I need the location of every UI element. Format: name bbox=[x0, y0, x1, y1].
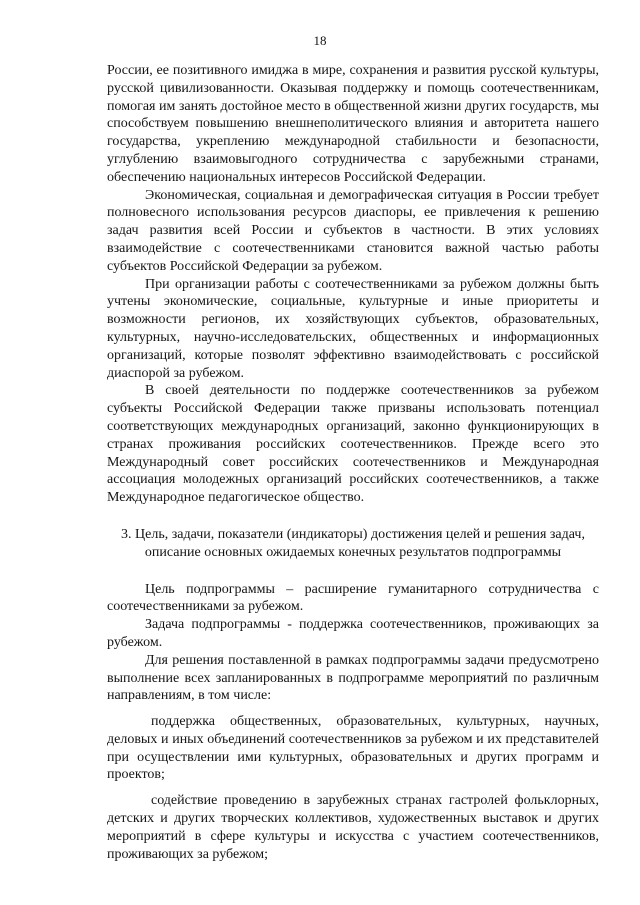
spacer bbox=[107, 784, 599, 792]
paragraph-continued: России, ее позитивного имиджа в мире, сохранения и развития русской культуры, русской цивилизованности. Оказывая поддержку и помощь соотечественникам, помогая им занять достойное место в общественной жизни других государств, мы способствуем повышению внешнеполитического влияния и авторитета нашего государства, укреплению международной стабильности и безопасности, углублению взаимовыгодного сотрудничества с зарубежными странами, обеспечению национальных интересов Российской Федерации. bbox=[107, 63, 599, 185]
paragraph-task: Задача подпрограммы - поддержка соотечественников, проживающих за рубежом. bbox=[107, 617, 599, 650]
section-heading: 3. Цель, задачи, показатели (индикаторы) достижения целей и решения задач, описание основных ожидаемых конечных результатов подпрограммы bbox=[121, 526, 585, 560]
list-item-cultural-tours: содействие проведению в зарубежных странах гастролей фольклорных, детских и других творческих коллективов, художественных выставок и других мероприятий в сфере культуры и искусства с участием соотечественников, проживающих за рубежом; bbox=[107, 793, 599, 862]
paragraph-measures-intro: Для решения поставленной в рамках подпрограммы задачи предусмотрено выполнение всех запланированных в подпрограмме мероприятий по различным направлениям, в том числе: bbox=[107, 652, 599, 704]
spacer bbox=[107, 705, 599, 713]
paragraph-international-organizations: В своей деятельности по поддержке соотечественников за рубежом субъекты Российской Федерации также призваны использовать потенциал соответствующих международных организаций, законно функционирующих в странах проживания российских соотечественников. Прежде всего это Международный совет российских соотечественников и Международная ассоциация молодежных организаций российских соотечественников, а также Международное педагогическое общество. bbox=[107, 383, 599, 506]
paragraph-goal: Цель подпрограммы – расширение гуманитарного сотрудничества с соотечественниками за рубежом. bbox=[107, 581, 599, 615]
paragraph-economic-situation: Экономическая, социальная и демографическая ситуация в России требует полновесного использования ресурсов диаспоры, ее привлечения к решению задач развития всей России и субъектов в частности. В этих условиях взаимодействие с соотечественниками становится важной частью работы субъектов Российской Федерации за рубежом. bbox=[107, 187, 599, 274]
list-item-support-associations: поддержка общественных, образовательных, культурных, научных, деловых и иных объединений соотечественников за рубежом и их представителей при осуществлении ими культурных, образовательных и других программ и проектов; bbox=[107, 714, 599, 783]
page-number: 18 bbox=[313, 33, 327, 48]
paragraph-organization-of-work: При организации работы с соотечественниками за рубежом должны быть учтены экономические, социальные, культурные и иные приоритеты и возможности регионов, их хозяйствующих субъектов, образовательных, культурных, научно-исследовательских, общественных и информационных организаций, которые позволят эффективно взаимодействовать с российской диаспорой за рубежом. bbox=[107, 276, 599, 381]
page-body bbox=[107, 62, 599, 863]
